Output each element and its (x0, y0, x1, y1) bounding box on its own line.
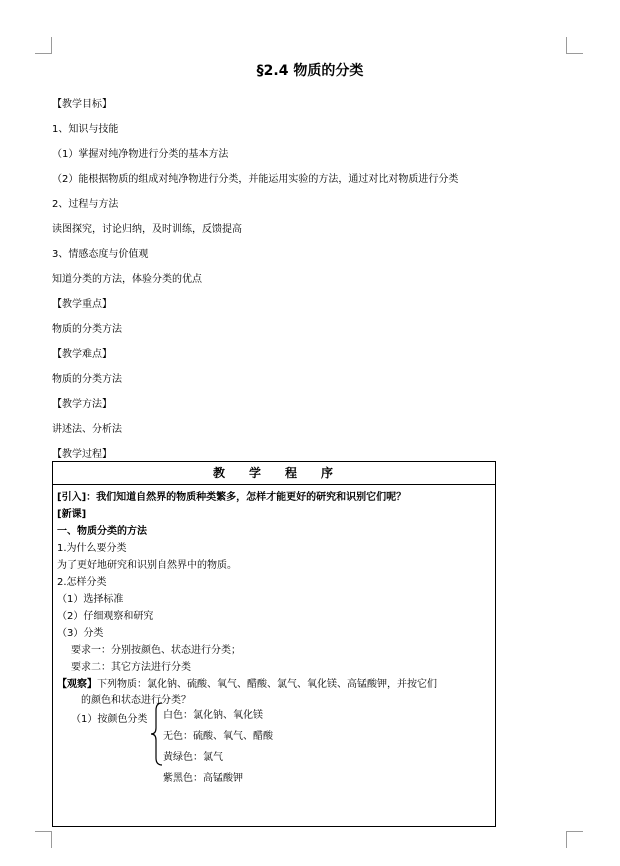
part-one-heading: 一、物质分类的方法 (57, 526, 147, 537)
goal-attitude-heading: 3、情感态度与价值观 (52, 249, 149, 260)
requirement-two: 要求二：其它方法进行分类 (71, 662, 191, 673)
observe-line-continued: 的颜色和状态进行分类？ (81, 695, 191, 706)
color-group-purple-black: 紫黑色：高锰酸钾 (163, 773, 243, 784)
step-observe-research: （2）仔细观察和研究 (57, 611, 154, 622)
header-char-1: 教 (212, 466, 227, 480)
color-group-white: 白色：氯化钠、氧化镁 (163, 710, 263, 721)
teaching-method-text: 讲述法、分析法 (52, 424, 122, 435)
teaching-procedure-table (52, 461, 496, 827)
teaching-goal-heading: 【教学目标】 (52, 99, 112, 110)
question-why-classify: 1.为什么要分类 (57, 543, 127, 554)
header-char-3: 程 (285, 466, 300, 480)
goal-attitude-text: 知道分类的方法，体验分类的优点 (52, 274, 202, 285)
question-how-classify: 2.怎样分类 (57, 577, 107, 588)
observe-text: 下列物质：氯化钠、硫酸、氧气、醋酸、氯气、氧化镁、高锰酸钾，并按它们 (97, 679, 437, 690)
new-lesson-label: [新课] (57, 509, 87, 520)
goal-knowledge-item-1: （1）掌握对纯净物进行分类的基本方法 (52, 149, 229, 160)
header-char-4: 序 (321, 466, 336, 480)
intro-line: [引入]：我们知道自然界的物质种类繁多，怎样才能更好的研究和识别它们呢？ (57, 492, 407, 503)
page-title: §2.4 物质的分类 (256, 63, 364, 79)
corner-mark-bottom-left (35, 831, 52, 848)
answer-why-classify: 为了更好地研究和识别自然界中的物质。 (57, 560, 237, 571)
teaching-method-heading: 【教学方法】 (52, 399, 112, 410)
corner-mark-bottom-right (566, 831, 583, 848)
corner-mark-top-left (35, 37, 52, 54)
difficult-point-heading: 【教学难点】 (52, 349, 112, 360)
color-group-yellow-green: 黄绿色：氯气 (163, 752, 223, 763)
color-group-colorless: 无色：硫酸、氧气、醋酸 (163, 731, 273, 742)
header-char-2: 学 (248, 466, 263, 480)
key-point-heading: 【教学重点】 (52, 299, 112, 310)
step-classify: （3）分类 (57, 628, 104, 639)
teaching-process-heading: 【教学过程】 (52, 449, 112, 460)
curly-brace-icon (150, 702, 164, 766)
goal-knowledge-heading: 1、知识与技能 (52, 124, 119, 135)
goal-knowledge-item-2: （2）能根据物质的组成对纯净物进行分类，并能运用实验的方法，通过对比对物质进行分类 (52, 174, 459, 185)
classify-by-color-label: （1）按颜色分类 (71, 714, 148, 725)
corner-mark-top-right (566, 37, 583, 54)
key-point-text: 物质的分类方法 (52, 324, 122, 335)
goal-process-heading: 2、过程与方法 (52, 199, 119, 210)
observe-label: 【观察】 (57, 679, 97, 690)
difficult-point-text: 物质的分类方法 (52, 374, 122, 385)
step-choose-standard: （1）选择标准 (57, 594, 124, 605)
requirement-one: 要求一：分别按颜色、状态进行分类； (71, 645, 241, 656)
goal-process-text: 读图探究，讨论归纳，及时训练，反馈提高 (52, 224, 242, 235)
observe-line (57, 675, 437, 690)
table-header (53, 462, 495, 485)
